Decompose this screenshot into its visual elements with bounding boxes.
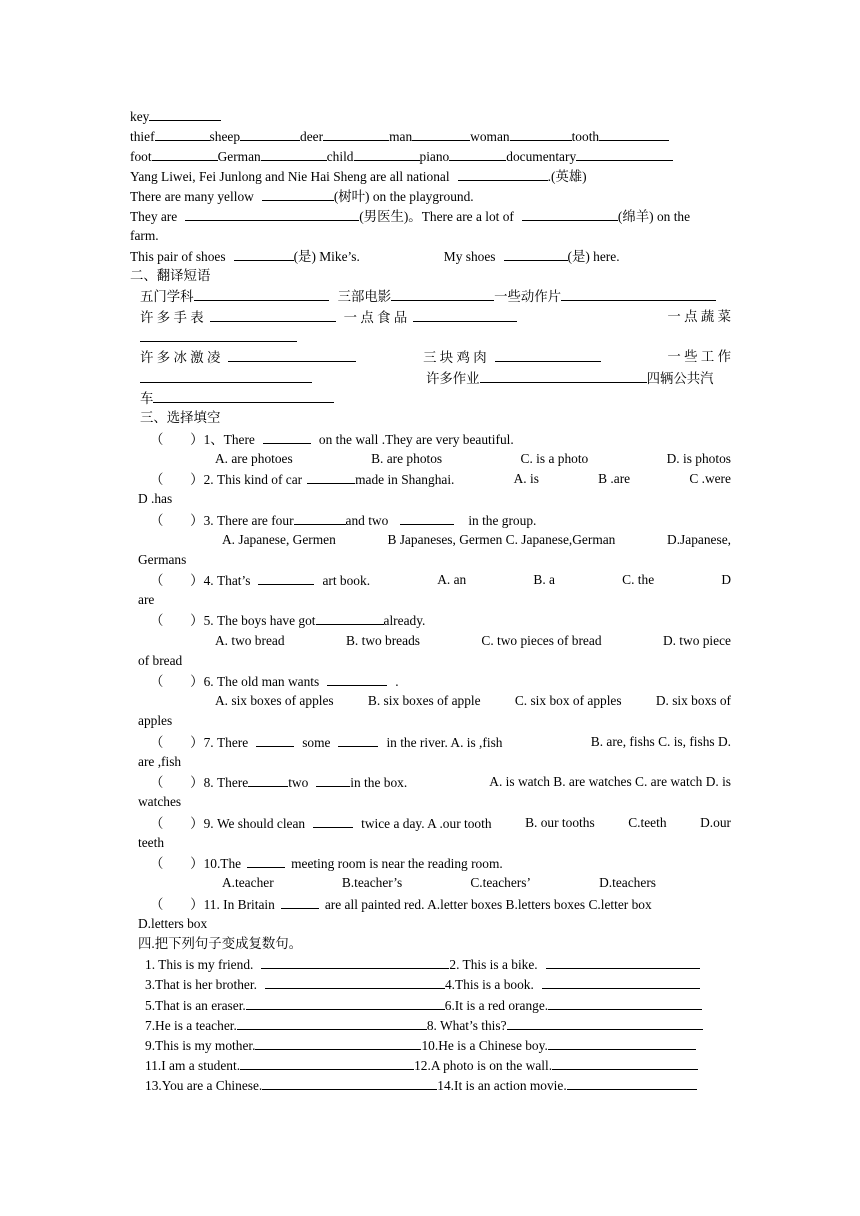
sentence: 10.He is a Chinese boy.: [421, 1038, 548, 1053]
sentence: 4.This is a book.: [444, 977, 534, 992]
word: documentary: [506, 149, 577, 164]
blank[interactable]: [140, 369, 312, 383]
sentence-text: My shoes: [443, 249, 496, 264]
option[interactable]: B. a: [533, 572, 555, 587]
phrase: 一 点 蔬 菜: [667, 309, 731, 324]
question-text: 2. This kind of car: [203, 472, 303, 487]
option[interactable]: C .were: [689, 471, 731, 486]
blank[interactable]: [185, 207, 359, 221]
section-heading-choice: 三、选择填空: [140, 410, 221, 425]
blank[interactable]: [316, 773, 350, 787]
option[interactable]: C. six box of apples: [514, 693, 622, 708]
blank[interactable]: [228, 348, 356, 362]
question-text: in the box.: [350, 775, 408, 790]
sentence: 12.A photo is on the wall.: [414, 1058, 553, 1073]
phrase-line-4: [140, 369, 731, 389]
option[interactable]: B.teacher’s: [341, 875, 403, 890]
question-4: [150, 571, 731, 591]
question-text: 1、There: [203, 432, 255, 447]
phrase-line-2-wrap: [140, 328, 297, 348]
blank[interactable]: [263, 430, 311, 444]
phrase: 五门学科: [140, 289, 194, 304]
question-5-options: [215, 632, 731, 652]
sentence-row-6: [145, 1056, 698, 1076]
answer-line[interactable]: [552, 1056, 698, 1070]
sentence-text: (是) here.: [567, 249, 620, 264]
answer-paren[interactable]: （ ）: [150, 816, 204, 831]
answer-line[interactable]: [548, 996, 702, 1010]
word: child: [326, 149, 354, 164]
question-6-options: [215, 692, 731, 712]
question-text: are all painted red. A.letter boxes B.letters boxes C.letter box: [324, 897, 652, 912]
phrase: 许 多 冰 激 凌: [140, 350, 221, 365]
question-6: [150, 672, 399, 692]
key-line: [130, 107, 221, 127]
option-wrap: teeth: [138, 835, 165, 850]
option[interactable]: D.teachers: [599, 875, 656, 890]
sentence: 6.It is a red orange.: [444, 998, 549, 1013]
option[interactable]: D.letters box: [138, 916, 208, 931]
blank[interactable]: [149, 107, 221, 121]
question-text: in the river. A. is ,fish: [386, 735, 503, 750]
blank[interactable]: [338, 733, 378, 747]
sentence: 1. This is my friend.: [145, 957, 254, 972]
answer-paren[interactable]: （ ）: [150, 735, 204, 750]
word: thief: [130, 129, 155, 144]
option[interactable]: A.teacher: [222, 875, 274, 890]
blank[interactable]: [458, 167, 548, 181]
blank[interactable]: [480, 369, 647, 383]
blank[interactable]: [327, 672, 387, 686]
answer-line[interactable]: [567, 1076, 697, 1090]
option[interactable]: D .has: [138, 491, 173, 506]
question-text: and two: [345, 513, 389, 528]
option[interactable]: C. two pieces of bread: [481, 633, 602, 648]
sentence-row-3: [145, 996, 702, 1016]
blank[interactable]: [599, 127, 669, 141]
question-5: [150, 611, 425, 631]
word: piano: [419, 149, 450, 164]
blank[interactable]: [561, 287, 716, 301]
blank[interactable]: [354, 147, 420, 161]
question-1-options: [215, 450, 731, 470]
answer-paren[interactable]: （ ）: [150, 472, 204, 487]
question-3-options: [222, 531, 731, 551]
blank[interactable]: [307, 470, 355, 484]
question-3: [150, 511, 536, 531]
option[interactable]: B. are, fishs C. is, fishs D.: [590, 734, 731, 749]
blank[interactable]: [576, 147, 673, 161]
sentence-text: This pair of shoes: [130, 249, 226, 264]
option[interactable]: A. six boxes of apples: [215, 693, 334, 708]
blank[interactable]: [153, 389, 334, 403]
phrase-line-3: [140, 348, 731, 368]
question-text: art book.: [322, 573, 371, 588]
phrase: 一 点 食 品: [343, 310, 408, 325]
question-text: meeting room is near the reading room.: [291, 856, 503, 871]
option[interactable]: A. Japanese, Germen: [222, 532, 336, 547]
hint: .(英雄): [547, 169, 587, 184]
answer-line[interactable]: [255, 1036, 421, 1050]
blank[interactable]: [240, 127, 300, 141]
section-heading-translate: 二、翻译短语: [130, 268, 211, 283]
answer-line[interactable]: [265, 975, 445, 989]
option[interactable]: are ,fish: [138, 754, 182, 769]
question-text: on the wall .They are very beautiful.: [318, 432, 514, 447]
phrase: 许多作业: [426, 371, 480, 386]
blank[interactable]: [495, 348, 601, 362]
word: deer: [300, 129, 324, 144]
phrase: 三 块 鸡 肉: [423, 350, 487, 365]
sentence: 2. This is a bike.: [449, 957, 538, 972]
doctor-line-wrap: farm.: [130, 228, 159, 243]
answer-paren[interactable]: （ ）: [150, 674, 204, 689]
sentence: 7.He is a teacher.: [145, 1018, 237, 1033]
sentence-text: There are many yellow: [130, 189, 254, 204]
answer-line[interactable]: [262, 1076, 437, 1090]
sentence-row-7: [145, 1076, 697, 1096]
option[interactable]: C. the: [622, 572, 655, 587]
sentence: 8. What’s this?: [426, 1018, 507, 1033]
option-wrap: of bread: [138, 653, 183, 668]
answer-paren[interactable]: （ ）: [150, 897, 204, 912]
answer-paren[interactable]: （ ）: [150, 856, 204, 871]
blank[interactable]: [234, 247, 294, 261]
question-text: 6. The old man wants: [203, 674, 320, 689]
option[interactable]: C. is a photo: [520, 451, 589, 466]
option[interactable]: Germans: [138, 552, 187, 567]
question-text: 11. In Britain: [203, 897, 275, 912]
key-label: key: [130, 109, 150, 124]
blank[interactable]: [313, 814, 353, 828]
blank[interactable]: [504, 247, 568, 261]
option[interactable]: B. our tooths: [525, 815, 595, 830]
phrase-line-1: [140, 287, 716, 307]
question-text: 10.The: [203, 856, 242, 871]
question-text: already.: [383, 613, 426, 628]
option[interactable]: D. two piece: [662, 633, 731, 648]
option[interactable]: watches: [138, 794, 182, 809]
question-11: [150, 895, 731, 915]
blank[interactable]: [258, 571, 314, 585]
section-heading-plural: 四.把下列句子变成复数句。: [138, 936, 303, 951]
blank[interactable]: [449, 147, 506, 161]
blank[interactable]: [412, 127, 470, 141]
blank[interactable]: [323, 127, 389, 141]
blank[interactable]: [391, 287, 494, 301]
option[interactable]: D.Japanese,: [667, 532, 731, 547]
phrase: 四辆公共汽: [646, 371, 714, 386]
option[interactable]: A. two bread: [215, 633, 285, 648]
blank[interactable]: [400, 511, 454, 525]
answer-line[interactable]: [246, 996, 445, 1010]
option[interactable]: D. is photos: [666, 451, 731, 466]
blank[interactable]: [248, 773, 288, 787]
answer-paren[interactable]: （ ）: [150, 775, 204, 790]
answer-line[interactable]: [261, 955, 449, 969]
phrase-line-2: [140, 308, 731, 328]
option[interactable]: C.teachers’: [470, 875, 531, 890]
answer-line[interactable]: [240, 1056, 414, 1070]
blank[interactable]: [194, 287, 329, 301]
blank[interactable]: [247, 854, 285, 868]
question-8: [150, 773, 731, 793]
question-text: 8. There: [203, 775, 249, 790]
answer-paren[interactable]: （ ）: [150, 573, 204, 588]
answer-paren[interactable]: （ ）: [150, 432, 204, 447]
blank[interactable]: [316, 611, 384, 625]
answer-paren[interactable]: （ ）: [150, 613, 204, 628]
question-text: .: [395, 674, 399, 689]
answer-line[interactable]: [542, 975, 700, 989]
phrase: 车: [140, 391, 154, 406]
blank[interactable]: [140, 328, 297, 342]
word-line-1: [130, 127, 669, 147]
option[interactable]: B. two breads: [345, 633, 420, 648]
question-text: 9. We should clean: [203, 816, 306, 831]
question-text: 3. There are four: [203, 513, 294, 528]
question-10: [150, 854, 503, 874]
blank[interactable]: [522, 207, 618, 221]
option[interactable]: C.teeth: [628, 815, 667, 830]
word: man: [389, 129, 413, 144]
question-text: some: [302, 735, 331, 750]
sentence: 9.This is my mother.: [145, 1038, 256, 1053]
sentence: 11.I am a student.: [145, 1058, 241, 1073]
word: sheep: [209, 129, 241, 144]
question-text: 4. That’s: [203, 573, 251, 588]
answer-line[interactable]: [507, 1016, 703, 1030]
word: tooth: [571, 129, 600, 144]
answer-line[interactable]: [548, 1036, 696, 1050]
question-1: [150, 430, 514, 450]
option[interactable]: D.our: [700, 815, 731, 830]
option[interactable]: B Japaneses, Germen C. Japanese,German: [387, 532, 616, 547]
question-text: in the group.: [468, 513, 537, 528]
option[interactable]: B. six boxes of apple: [367, 693, 481, 708]
sentence: 5.That is an eraser.: [145, 998, 246, 1013]
answer-line[interactable]: [546, 955, 700, 969]
option[interactable]: A. is watch B. are watches C. are watch D. is: [489, 774, 731, 789]
sentence: 3.That is her brother.: [145, 977, 257, 992]
question-text: made in Shanghai.: [355, 472, 455, 487]
sentence-text: (树叶) on the playground.: [333, 189, 474, 204]
word: German: [217, 149, 261, 164]
sentence-text: (男医生)。There are a lot of: [359, 209, 514, 224]
word: foot: [130, 149, 152, 164]
blank[interactable]: [262, 187, 334, 201]
phrase: 许 多 手 表: [140, 310, 204, 325]
sentence-text: They are: [130, 209, 178, 224]
question-text: twice a day. A .our tooth: [361, 816, 492, 831]
doctor-line: [130, 207, 731, 227]
shoes-line: [130, 247, 620, 267]
option[interactable]: B. are photos: [371, 451, 443, 466]
blank[interactable]: [152, 147, 218, 161]
sentence-text: (是) Mike’s.: [293, 249, 360, 264]
blank[interactable]: [281, 895, 319, 909]
question-text: 5. The boys have got: [203, 613, 316, 628]
option[interactable]: B .are: [598, 471, 631, 486]
option[interactable]: D: [721, 572, 731, 587]
phrase: 一 些 工 作: [667, 349, 731, 364]
word: woman: [470, 129, 510, 144]
option[interactable]: A. an: [437, 572, 467, 587]
question-text: 7. There: [203, 735, 249, 750]
blank[interactable]: [510, 127, 572, 141]
blank[interactable]: [413, 308, 517, 322]
question-7: [150, 733, 731, 753]
option[interactable]: A. is: [513, 471, 539, 486]
sentence-text: (绵羊) on the: [617, 209, 691, 224]
question-text: two: [288, 775, 309, 790]
blank[interactable]: [210, 308, 336, 322]
hero-line: [130, 167, 587, 187]
sentence-row-1: [145, 955, 700, 975]
question-10-options: [222, 874, 656, 894]
word-line-2: [130, 147, 673, 167]
blank[interactable]: [256, 733, 294, 747]
answer-paren[interactable]: （ ）: [150, 513, 204, 528]
option-wrap: apples: [138, 713, 173, 728]
blank[interactable]: [261, 147, 327, 161]
option-wrap: are: [138, 592, 155, 607]
sentence-row-4: [145, 1016, 703, 1036]
leaves-line: [130, 187, 474, 207]
blank[interactable]: [294, 511, 346, 525]
answer-line[interactable]: [237, 1016, 427, 1030]
question-9: [150, 814, 731, 834]
sentence: 13.You are a Chinese.: [145, 1078, 263, 1093]
phrase-line-4-wrap: [140, 389, 334, 409]
phrase: 一些动作片: [494, 289, 562, 304]
sentence: 14.It is an action movie.: [437, 1078, 567, 1093]
option[interactable]: A. are photoes: [215, 451, 293, 466]
sentence-text: Yang Liwei, Fei Junlong and Nie Hai Sheng are all national: [130, 169, 450, 184]
phrase: 三部电影: [337, 289, 392, 304]
sentence-row-2: [145, 975, 700, 995]
blank[interactable]: [155, 127, 210, 141]
question-2: [150, 470, 731, 490]
sentence-row-5: [145, 1036, 696, 1056]
option[interactable]: D. six boxs of: [655, 693, 731, 708]
